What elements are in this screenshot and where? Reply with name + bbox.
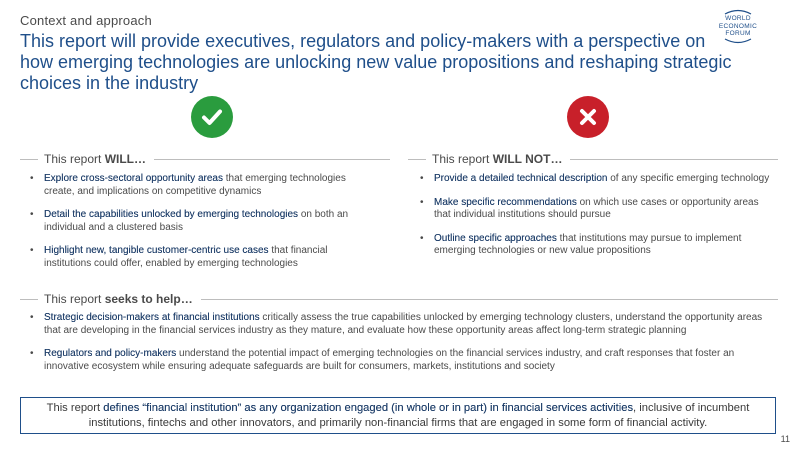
logo-line-1: WORLD bbox=[725, 15, 751, 22]
will-item-2: • Detail the capabilities unlocked by emerging technologies on both an individual and a clustered basis bbox=[28, 209, 366, 234]
divider bbox=[408, 159, 426, 160]
wef-logo bbox=[714, 9, 762, 44]
definition-note bbox=[20, 397, 776, 434]
seeks-item-1: • Strategic decision-makers at financial institutions critically assess the true capabilities unlocked by emerging technology clusters, understand the opportunity areas that are developing in the financial services industry as they mature, and evaluate how these opportunity areas affect long-term strategic planning bbox=[28, 312, 776, 337]
logo-line-3: FORUM bbox=[725, 30, 751, 37]
logo-arc-bottom-icon bbox=[723, 38, 753, 44]
will-not-item-3: • Outline specific approaches that institutions may pursue to implement emerging technologies or new value propositions bbox=[418, 233, 778, 258]
seeks-list bbox=[28, 312, 776, 384]
divider bbox=[154, 159, 390, 160]
seeks-heading-prefix: This report bbox=[44, 292, 105, 306]
will-not-heading-bold: WILL NOT… bbox=[492, 152, 563, 166]
will-not-heading-prefix: This report bbox=[432, 152, 493, 166]
will-not-list bbox=[418, 173, 778, 269]
will-not-heading bbox=[408, 152, 778, 166]
seeks-heading bbox=[20, 292, 778, 306]
will-item-1: • Explore cross-sectoral opportunity areas that emerging technologies create, and implications on competitive dynamics bbox=[28, 173, 366, 198]
logo-line-2: ECONOMIC bbox=[718, 22, 758, 30]
page-number: 11 bbox=[780, 434, 790, 444]
divider bbox=[201, 299, 778, 300]
will-heading-prefix: This report bbox=[44, 152, 105, 166]
will-not-item-1: • Provide a detailed technical description of any specific emerging technology bbox=[418, 173, 778, 186]
seeks-item-2: • Regulators and policy-makers understand the potential impact of emerging technologies on the financial services industry, and craft responses that foster an innovative ecosystem while ensuring adequate safeguards are built for consumers, markets, institutions and society bbox=[28, 348, 776, 373]
note-rest: , inclusive of incumbent institutions, fintechs and other innovators, and primarily non-financial firms that are engaged in some form of financial activity. bbox=[88, 401, 750, 429]
cross-icon bbox=[567, 96, 609, 138]
divider bbox=[20, 159, 38, 160]
seeks-heading-bold: seeks to help… bbox=[104, 292, 193, 306]
note-bold: defines “financial institution” as any organization engaged (in whole or in part) in financial services activities bbox=[103, 401, 634, 414]
checkmark-icon bbox=[191, 96, 233, 138]
section-kicker: Context and approach bbox=[20, 13, 152, 28]
will-list bbox=[28, 173, 366, 281]
divider bbox=[570, 159, 778, 160]
will-heading bbox=[20, 152, 390, 166]
note-prefix: This report bbox=[46, 401, 104, 414]
will-not-item-2: • Make specific recommendations on which use cases or opportunity areas that individual institutions should pursue bbox=[418, 197, 778, 222]
page-title: This report will provide executives, regulators and policy-makers with a perspective on how emerging technologies are unlocking new value propositions and reshaping strategic choices in the industry bbox=[20, 31, 732, 93]
will-heading-bold: WILL… bbox=[104, 152, 147, 166]
will-item-3: • Highlight new, tangible customer-centric use cases that financial institutions could offer, enabled by emerging technologies bbox=[28, 245, 366, 270]
divider bbox=[20, 299, 38, 300]
